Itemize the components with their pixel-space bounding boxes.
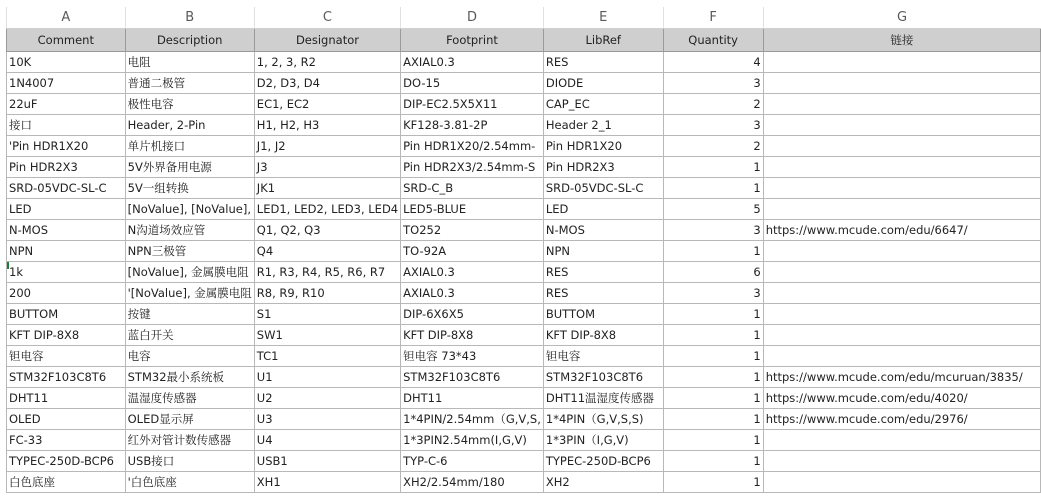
table-row xyxy=(7,115,1041,136)
table-cell[interactable]: 3 xyxy=(663,283,763,304)
table-cell[interactable]: TYP-C-6 xyxy=(401,451,544,472)
table-cell[interactable]: 蓝白开关 xyxy=(125,325,254,346)
table-cell[interactable]: XH2 xyxy=(543,472,663,493)
table-cell[interactable]: TYPEC-250D-BCP6 xyxy=(543,451,663,472)
header-cell[interactable]: LibRef xyxy=(543,29,663,52)
table-cell[interactable]: 5V外界备用电源 xyxy=(125,157,254,178)
table-cell[interactable]: R8, R9, R10 xyxy=(254,283,400,304)
table-cell[interactable]: KFT DIP-8X8 xyxy=(543,325,663,346)
table-row xyxy=(7,73,1041,94)
table-cell[interactable]: RES xyxy=(543,283,663,304)
table-row xyxy=(7,367,1041,388)
table-row xyxy=(7,388,1041,409)
table-cell[interactable]: 温湿度传感器 xyxy=(125,388,254,409)
table-cell[interactable]: 极性电容 xyxy=(125,94,254,115)
table-cell[interactable]: KFT DIP-8X8 xyxy=(7,325,126,346)
table-cell[interactable]: 白色底座 xyxy=(7,472,126,493)
cell-link[interactable] xyxy=(763,94,1040,115)
table-row xyxy=(7,409,1041,430)
table-row xyxy=(7,220,1041,241)
header-cell[interactable]: Description xyxy=(125,29,254,52)
table-cell[interactable]: 1*3PIN（I,G,V) xyxy=(543,430,663,451)
table-cell[interactable]: DHT11温湿度传感器 xyxy=(543,388,663,409)
column-header-row xyxy=(7,7,1041,29)
table-cell[interactable]: JK1 xyxy=(254,178,400,199)
cell-link[interactable]: https://www.mcude.com/edu/4020/ xyxy=(763,388,1040,409)
table-cell[interactable]: AXIAL0.3 xyxy=(401,52,544,73)
table-row xyxy=(7,52,1041,73)
table-cell[interactable]: J1, J2 xyxy=(254,136,400,157)
table-cell[interactable]: 6 xyxy=(663,262,763,283)
table-cell[interactable]: 单片机接口 xyxy=(125,136,254,157)
table-cell[interactable]: [NoValue], 金属膜电阻 xyxy=(125,262,254,283)
cell-link[interactable]: https://www.mcude.com/edu/mcuruan/3835/ xyxy=(763,367,1040,388)
table-cell[interactable]: U4 xyxy=(254,430,400,451)
table-cell[interactable]: STM32F103C8T6 xyxy=(401,367,544,388)
table-row xyxy=(7,178,1041,199)
table-cell[interactable]: BUTTOM xyxy=(7,304,126,325)
cell-link[interactable] xyxy=(763,115,1040,136)
table-cell[interactable]: 3 xyxy=(663,115,763,136)
table-cell[interactable]: '[NoValue], 金属膜电阻 xyxy=(125,283,254,304)
table-cell[interactable]: KFT DIP-8X8 xyxy=(401,325,544,346)
table-cell[interactable]: KF128-3.81-2P xyxy=(401,115,544,136)
table-cell[interactable]: 1N4007 xyxy=(7,73,126,94)
table-cell[interactable]: 按键 xyxy=(125,304,254,325)
table-cell[interactable]: N-MOS xyxy=(543,220,663,241)
table-cell[interactable]: DO-15 xyxy=(401,73,544,94)
table-row xyxy=(7,325,1041,346)
table-cell[interactable]: TO-92A xyxy=(401,241,544,262)
table-cell[interactable]: J3 xyxy=(254,157,400,178)
table-cell[interactable]: TC1 xyxy=(254,346,400,367)
table-row xyxy=(7,136,1041,157)
cell-link[interactable]: https://www.mcude.com/edu/6647/ xyxy=(763,220,1040,241)
table-cell[interactable]: 1 xyxy=(663,451,763,472)
column-letter-a[interactable]: A xyxy=(7,7,126,29)
table-cell[interactable]: 3 xyxy=(663,73,763,94)
table-cell[interactable]: OLED显示屏 xyxy=(125,409,254,430)
table-cell[interactable]: STM32F103C8T6 xyxy=(543,367,663,388)
table-row xyxy=(7,262,1041,283)
table-cell[interactable]: 200 xyxy=(7,283,126,304)
table-cell[interactable]: U3 xyxy=(254,409,400,430)
table-row xyxy=(7,94,1041,115)
table-cell[interactable]: 1 xyxy=(663,430,763,451)
cell-link[interactable] xyxy=(763,430,1040,451)
table-cell[interactable]: 普通二极管 xyxy=(125,73,254,94)
table-cell[interactable]: Pin HDR2X3/2.54mm-S xyxy=(401,157,544,178)
table-cell[interactable]: S1 xyxy=(254,304,400,325)
table-cell[interactable]: D2, D3, D4 xyxy=(254,73,400,94)
table-cell[interactable]: SRD-05VDC-SL-C xyxy=(543,178,663,199)
cell-link[interactable] xyxy=(763,304,1040,325)
table-cell[interactable]: SW1 xyxy=(254,325,400,346)
table-cell[interactable]: 1*3PIN2.54mm(I,G,V) xyxy=(401,430,544,451)
table-cell[interactable]: BUTTOM xyxy=(543,304,663,325)
table-cell[interactable]: U1 xyxy=(254,367,400,388)
table-cell[interactable]: STM32F103C8T6 xyxy=(7,367,126,388)
table-cell[interactable]: LED1, LED2, LED3, LED4 xyxy=(254,199,400,220)
table-cell[interactable]: R1, R3, R4, R5, R6, R7 xyxy=(254,262,400,283)
table-cell[interactable]: CAP_EC xyxy=(543,94,663,115)
column-letter-e[interactable]: E xyxy=(543,7,663,29)
table-row xyxy=(7,199,1041,220)
table-row xyxy=(7,451,1041,472)
table-cell[interactable]: Pin HDR1X20/2.54mm- xyxy=(401,136,544,157)
table-cell[interactable]: AXIAL0.3 xyxy=(401,283,544,304)
table-cell[interactable]: 1*4PIN（G,V,S,S) xyxy=(543,409,663,430)
table-cell[interactable]: 1, 2, 3, R2 xyxy=(254,52,400,73)
table-cell[interactable]: STM32最小系统板 xyxy=(125,367,254,388)
table-row xyxy=(7,241,1041,262)
table-cell[interactable]: 1 xyxy=(663,241,763,262)
table-cell[interactable]: SRD-C_B xyxy=(401,178,544,199)
table-cell[interactable]: 2 xyxy=(663,94,763,115)
column-letter-f[interactable]: F xyxy=(663,7,763,29)
table-cell[interactable]: OLED xyxy=(7,409,126,430)
header-cell[interactable]: 链接 xyxy=(763,29,1040,52)
header-cell[interactable]: Designator xyxy=(254,29,400,52)
table-cell[interactable]: EC1, EC2 xyxy=(254,94,400,115)
table-cell[interactable]: NPN xyxy=(7,241,126,262)
table-cell[interactable]: NPN三极管 xyxy=(125,241,254,262)
cell-link[interactable] xyxy=(763,52,1040,73)
cell-link[interactable] xyxy=(763,451,1040,472)
table-cell[interactable]: Pin HDR2X3 xyxy=(543,157,663,178)
spreadsheet-grid xyxy=(6,7,1041,493)
table-row xyxy=(7,283,1041,304)
column-letter-g[interactable]: G xyxy=(763,7,1040,29)
table-cell[interactable]: 钽电容 73*43 xyxy=(401,346,544,367)
table-cell[interactable]: Pin HDR2X3 xyxy=(7,157,126,178)
table-cell[interactable]: Header, 2-Pin xyxy=(125,115,254,136)
table-cell[interactable]: 1 xyxy=(663,178,763,199)
table-cell[interactable]: 1 xyxy=(663,304,763,325)
table-cell[interactable]: TYPEC-250D-BCP6 xyxy=(7,451,126,472)
table-cell[interactable]: LED xyxy=(7,199,126,220)
table-cell[interactable]: 1 xyxy=(663,388,763,409)
table-cell[interactable]: 红外对管计数传感器 xyxy=(125,430,254,451)
cell-link[interactable] xyxy=(763,136,1040,157)
table-cell[interactable]: XH1 xyxy=(254,472,400,493)
cell-link[interactable]: https://www.mcude.com/edu/2976/ xyxy=(763,409,1040,430)
table-cell[interactable]: DIODE xyxy=(543,73,663,94)
table-cell[interactable]: H1, H2, H3 xyxy=(254,115,400,136)
table-cell[interactable]: USB1 xyxy=(254,451,400,472)
table-cell[interactable]: 电阻 xyxy=(125,52,254,73)
header-cell[interactable]: Quantity xyxy=(663,29,763,52)
table-cell[interactable]: FC-33 xyxy=(7,430,126,451)
table-cell[interactable]: 22uF xyxy=(7,94,126,115)
table-cell[interactable]: LED xyxy=(543,199,663,220)
cell-link[interactable] xyxy=(763,283,1040,304)
table-cell[interactable]: '白色底座 xyxy=(125,472,254,493)
cell-link[interactable] xyxy=(763,157,1040,178)
table-cell[interactable]: SRD-05VDC-SL-C xyxy=(7,178,126,199)
table-cell[interactable]: 4 xyxy=(663,52,763,73)
table-cell[interactable]: DHT11 xyxy=(7,388,126,409)
table-row xyxy=(7,304,1041,325)
table-cell[interactable]: 1 xyxy=(663,346,763,367)
table-cell[interactable]: USB接口 xyxy=(125,451,254,472)
header-cell[interactable]: Footprint xyxy=(401,29,544,52)
cell-link[interactable] xyxy=(763,241,1040,262)
table-cell[interactable]: DHT11 xyxy=(401,388,544,409)
table-cell[interactable]: 2 xyxy=(663,136,763,157)
column-letter-c[interactable]: C xyxy=(254,7,400,29)
table-cell[interactable]: Q4 xyxy=(254,241,400,262)
table-cell[interactable]: 3 xyxy=(663,220,763,241)
table-cell[interactable]: AXIAL0.3 xyxy=(401,262,544,283)
table-cell[interactable]: TO252 xyxy=(401,220,544,241)
table-cell[interactable]: Header 2_1 xyxy=(543,115,663,136)
table-cell[interactable]: Q1, Q2, Q3 xyxy=(254,220,400,241)
cell-link[interactable] xyxy=(763,325,1040,346)
table-cell[interactable]: 1 xyxy=(663,367,763,388)
table-cell[interactable]: 接口 xyxy=(7,115,126,136)
table-cell[interactable]: 1*4PIN/2.54mm（G,V,S, xyxy=(401,409,544,430)
cell-link[interactable] xyxy=(763,199,1040,220)
table-cell[interactable]: 钽电容 xyxy=(7,346,126,367)
cell-link[interactable] xyxy=(763,346,1040,367)
table-cell[interactable]: 1 xyxy=(663,325,763,346)
table-cell[interactable]: 10K xyxy=(7,52,126,73)
table-cell[interactable]: 'Pin HDR1X20 xyxy=(7,136,126,157)
table-cell[interactable]: 1 xyxy=(663,409,763,430)
table-row xyxy=(7,346,1041,367)
header-cell[interactable]: Comment xyxy=(7,29,126,52)
table-cell[interactable]: DIP-6X6X5 xyxy=(401,304,544,325)
column-letter-d[interactable]: D xyxy=(401,7,544,29)
table-row xyxy=(7,472,1041,493)
table-cell[interactable]: LED5-BLUE xyxy=(401,199,544,220)
table-cell[interactable]: RES xyxy=(543,262,663,283)
cell-link[interactable] xyxy=(763,262,1040,283)
cell-link[interactable] xyxy=(763,178,1040,199)
table-row xyxy=(7,157,1041,178)
table-row xyxy=(7,430,1041,451)
table-cell[interactable]: 1 xyxy=(663,472,763,493)
cell-link[interactable] xyxy=(763,73,1040,94)
table-header-row xyxy=(7,29,1041,52)
table-cell[interactable]: 5 xyxy=(663,199,763,220)
table-cell[interactable]: [NoValue], [NoValue], xyxy=(125,199,254,220)
table-cell[interactable]: 1 xyxy=(663,157,763,178)
column-letter-b[interactable]: B xyxy=(125,7,254,29)
table-cell[interactable]: 1k xyxy=(7,262,126,283)
table-cell[interactable]: 钽电容 xyxy=(543,346,663,367)
table-cell[interactable]: RES xyxy=(543,52,663,73)
table-cell[interactable]: 电容 xyxy=(125,346,254,367)
table-cell[interactable]: 5V一组转换 xyxy=(125,178,254,199)
table-cell[interactable]: U2 xyxy=(254,388,400,409)
table-cell[interactable]: N沟道场效应管 xyxy=(125,220,254,241)
cell-link[interactable] xyxy=(763,472,1040,493)
table-cell[interactable]: NPN xyxy=(543,241,663,262)
table-cell[interactable]: Pin HDR1X20 xyxy=(543,136,663,157)
table-cell[interactable]: DIP-EC2.5X5X11 xyxy=(401,94,544,115)
table-cell[interactable]: XH2/2.54mm/180 xyxy=(401,472,544,493)
table-cell[interactable]: N-MOS xyxy=(7,220,126,241)
